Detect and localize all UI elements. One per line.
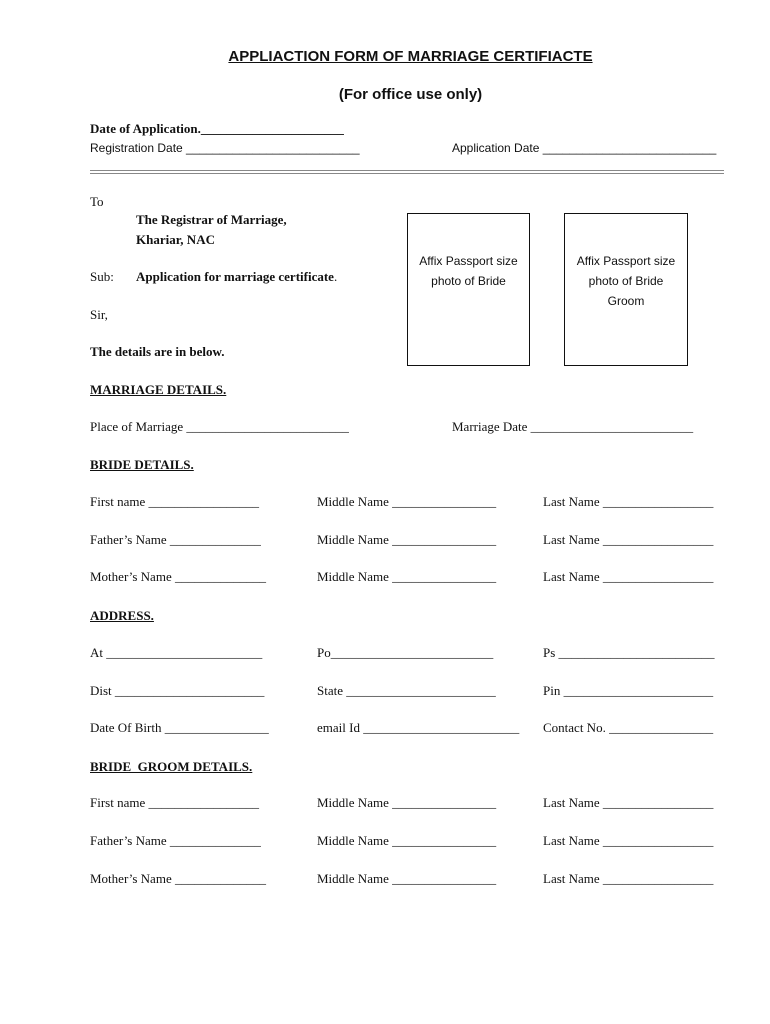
salutation: Sir, [90, 307, 108, 322]
addressee-line1: The Registrar of Marriage, [136, 212, 287, 227]
bride-mother-middle-name-field[interactable]: Middle Name ________________ [317, 569, 497, 584]
groom-fathers-name-field[interactable]: Father’s Name ______________ [90, 833, 261, 848]
bride-last-name-field[interactable]: Last Name _________________ [543, 494, 714, 509]
groom-middle-name-field[interactable]: Middle Name ________________ [317, 795, 497, 810]
bride-photo-line1: Affix Passport size [419, 254, 518, 268]
groom-mother-last-name-field[interactable]: Last Name _________________ [543, 871, 714, 886]
form-subtitle: (For office use only) [338, 86, 483, 103]
addressee-line2: Khariar, NAC [136, 232, 215, 247]
groom-photo-line3: Groom [607, 294, 645, 308]
bride-photo-line2: photo of Bride [431, 274, 506, 288]
groom-mothers-name-field[interactable]: Mother’s Name ______________ [90, 871, 266, 886]
bride-father-last-name-field[interactable]: Last Name _________________ [543, 532, 714, 547]
registration-date-field[interactable]: Registration Date __________________________ [90, 141, 360, 155]
divider-bottom [90, 173, 724, 174]
bride-mother-last-name-field[interactable]: Last Name _________________ [543, 569, 714, 584]
bride-photo-box[interactable] [407, 213, 530, 366]
letter-to: To [90, 194, 104, 209]
address-dist-field[interactable]: Dist _______________________ [90, 683, 265, 698]
intro-text: The details are in below. [90, 344, 225, 359]
groom-photo-line2: photo of Bride [588, 274, 664, 288]
address-ps-field[interactable]: Ps ________________________ [543, 645, 715, 660]
groom-photo-box[interactable] [564, 213, 688, 366]
marriage-details-heading: MARRIAGE DETAILS. [90, 382, 227, 397]
divider-top [90, 170, 724, 171]
address-at-field[interactable]: At ________________________ [90, 645, 263, 660]
groom-photo-line1: Affix Passport size [576, 254, 676, 268]
groom-father-last-name-field[interactable]: Last Name _________________ [543, 833, 714, 848]
subject-end: . [333, 269, 338, 284]
groom-father-middle-name-field[interactable]: Middle Name ________________ [317, 833, 497, 848]
groom-last-name-field[interactable]: Last Name _________________ [543, 795, 714, 810]
email-id-field[interactable]: email Id ________________________ [317, 720, 520, 735]
subject-line [136, 269, 337, 285]
date-of-application-field[interactable]: Date of Application.______________________ [90, 121, 344, 136]
marriage-date-field[interactable]: Marriage Date _________________________ [452, 419, 694, 434]
contact-no-field[interactable]: Contact No. ________________ [543, 720, 714, 735]
application-date-field[interactable]: Application Date __________________________ [452, 141, 717, 155]
address-state-field[interactable]: State _______________________ [317, 683, 496, 698]
groom-first-name-field[interactable]: First name _________________ [90, 795, 259, 810]
place-of-marriage-field[interactable]: Place of Marriage _________________________ [90, 419, 349, 434]
address-po-field[interactable]: Po_________________________ [317, 645, 494, 660]
address-pin-field[interactable]: Pin _______________________ [543, 683, 714, 698]
date-of-birth-field[interactable]: Date Of Birth ________________ [90, 720, 269, 735]
bride-first-name-field[interactable]: First name _________________ [90, 494, 259, 509]
bride-middle-name-field[interactable]: Middle Name ________________ [317, 494, 497, 509]
groom-mother-middle-name-field[interactable]: Middle Name ________________ [317, 871, 497, 886]
subject-text: Application for marriage certificate [136, 269, 334, 284]
address-heading: ADDRESS. [90, 608, 154, 623]
bride-details-heading: BRIDE DETAILS. [90, 457, 194, 472]
groom-details-heading: BRIDE GROOM DETAILS. [90, 759, 253, 774]
bride-mothers-name-field[interactable]: Mother’s Name ______________ [90, 569, 266, 584]
bride-father-middle-name-field[interactable]: Middle Name ________________ [317, 532, 497, 547]
bride-fathers-name-field[interactable]: Father’s Name ______________ [90, 532, 261, 547]
subject-label: Sub: [90, 269, 114, 284]
form-title: APPLIACTION FORM OF MARRIAGE CERTIFIACTE [228, 48, 593, 65]
